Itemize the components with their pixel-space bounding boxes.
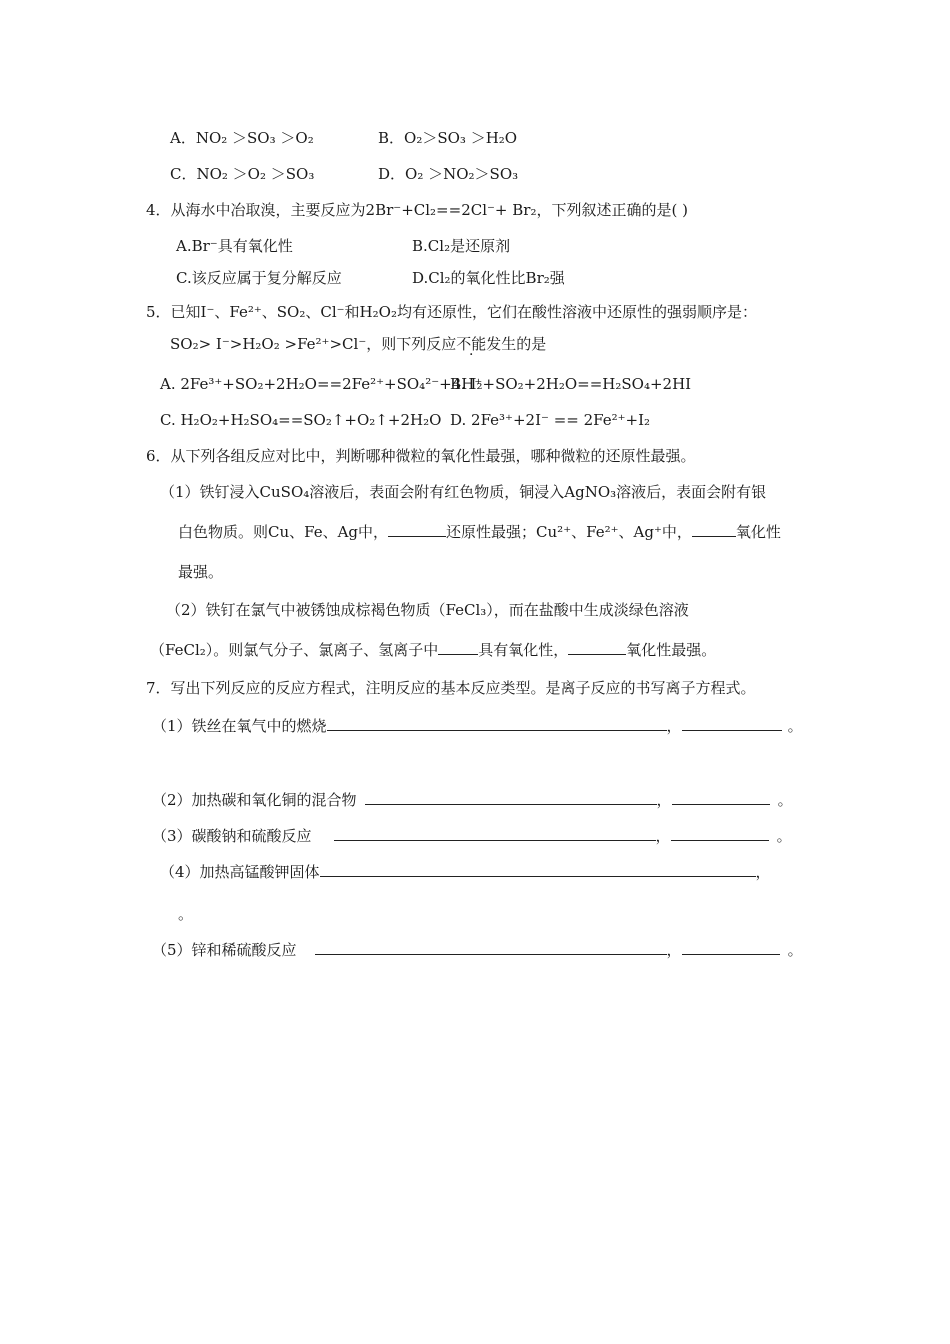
q7-item-1-comma: ， <box>666 717 682 735</box>
q7-item-2-period: 。 <box>777 791 793 809</box>
q7-stem: 7．写出下列反应的反应方程式，注明反应的基本反应类型。是离子反应的书写离子方程式。 <box>146 679 756 697</box>
q7-item-2-equation-blank[interactable] <box>365 790 657 805</box>
q5-stem-emphasis: 不能 <box>456 335 487 353</box>
q3-option-a: A．NO₂ ＞SO₃ ＞O₂ <box>170 129 314 147</box>
q6-part1-text-c: 氧化性 <box>735 523 781 541</box>
q5-stem-post: 发生的是 <box>486 335 547 353</box>
q7-item-1 <box>152 716 803 736</box>
q6-blank-strongest-oxidizing[interactable] <box>568 640 626 655</box>
q5-option-d: D. 2Fe³⁺+2I⁻ == 2Fe²⁺+I₂ <box>450 411 651 429</box>
q4-option-c: C.该反应属于复分解反应 <box>176 269 342 287</box>
q7-item-1-equation-blank[interactable] <box>327 716 667 731</box>
q4-option-a: A.Br⁻具有氧化性 <box>176 237 293 255</box>
q6-part1-line1: （1）铁钉浸入CuSO₄溶液后，表面会附有红色物质，铜浸入AgNO₃溶液后，表面会附有银 <box>160 483 767 501</box>
q6-part1-line3: 最强。 <box>178 563 224 581</box>
q7-item-4 <box>160 862 771 882</box>
q7-item-2-comma: ， <box>656 791 672 809</box>
q7-item-5-label: （5）锌和稀硫酸反应 <box>152 941 297 959</box>
q6-part2-text-b: 具有氧化性， <box>478 641 569 659</box>
q7-item-3-label: （3）碳酸钠和硫酸反应 <box>152 827 312 845</box>
q7-item-5-equation-blank[interactable] <box>315 940 667 955</box>
q7-item-3 <box>152 826 792 846</box>
q7-item-2-type-blank[interactable] <box>672 790 770 805</box>
q6-part2-line2 <box>150 640 716 660</box>
q6-blank-oxidizing[interactable] <box>692 522 736 537</box>
q6-blank-has-oxidizing[interactable] <box>438 640 478 655</box>
q7-item-2-label: （2）加热碳和氧化铜的混合物 <box>152 791 357 809</box>
q7-item-4-period: 。 <box>178 905 194 923</box>
q7-item-5 <box>152 940 803 960</box>
q4-stem: 4．从海水中冶取溴，主要反应为2Br⁻+Cl₂==2Cl⁻+ Br₂，下列叙述正确的是( ) <box>146 201 688 219</box>
q7-item-3-period: 。 <box>776 827 792 845</box>
q7-item-4-label: （4）加热高锰酸钾固体 <box>160 863 320 881</box>
q7-item-4-comma: ， <box>755 863 771 881</box>
q7-item-3-type-blank[interactable] <box>671 826 769 841</box>
q4-option-b: B.Cl₂是还原剂 <box>412 237 511 255</box>
q6-part1-text-b: 还原性最强；Cu²⁺、Fe²⁺、Ag⁺中， <box>446 523 692 541</box>
q6-blank-reducing[interactable] <box>388 522 446 537</box>
q7-item-4-equation-blank[interactable] <box>320 862 756 877</box>
q6-part1-text-a: 白色物质。则Cu、Fe、Ag中， <box>178 523 389 541</box>
q7-item-1-period: 。 <box>787 717 803 735</box>
q7-item-2 <box>152 790 793 810</box>
q7-item-5-period: 。 <box>787 941 803 959</box>
q3-option-c: C．NO₂ ＞O₂ ＞SO₃ <box>170 165 315 183</box>
q5-option-a: A. 2Fe³⁺+SO₂+2H₂O==2Fe²⁺+SO₄²⁻+4H⁺ <box>160 375 483 393</box>
q3-option-b: B．O₂＞SO₃ ＞H₂O <box>378 129 518 147</box>
q6-part2-line1: （2）铁钉在氯气中被锈蚀成棕褐色物质（FeCl₃），而在盐酸中生成淡绿色溶液 <box>166 601 689 619</box>
q7-item-1-type-blank[interactable] <box>682 716 782 731</box>
q6-part2-text-a: （FeCl₂）。则氯气分子、氯离子、氢离子中 <box>150 641 439 659</box>
q5-option-c: C. H₂O₂+H₂SO₄==SO₂↑+O₂↑+2H₂O <box>160 411 442 429</box>
q3-option-d: D．O₂ ＞NO₂＞SO₃ <box>378 165 519 183</box>
q7-item-5-type-blank[interactable] <box>682 940 780 955</box>
q5-option-b: B. I₂+SO₂+2H₂O==H₂SO₄+2HI <box>450 375 692 393</box>
q6-part1-line2 <box>178 522 781 542</box>
q5-stem-line2 <box>170 334 546 354</box>
q7-item-3-comma: ， <box>655 827 671 845</box>
q5-stem-pre: SO₂> I⁻>H₂O₂ >Fe²⁺>Cl⁻，则下列反应 <box>170 335 457 353</box>
q7-item-3-equation-blank[interactable] <box>334 826 656 841</box>
q4-option-d: D.Cl₂的氧化性比Br₂强 <box>412 269 565 287</box>
q7-item-1-label: （1）铁丝在氧气中的燃烧 <box>152 717 327 735</box>
q5-stem-line1: 5．已知I⁻、Fe²⁺、SO₂、Cl⁻和H₂O₂均有还原性，它们在酸性溶液中还原性的强弱顺序是： <box>146 303 757 321</box>
q7-item-5-comma: ， <box>666 941 682 959</box>
q6-stem: 6．从下列各组反应对比中，判断哪种微粒的氧化性最强，哪种微粒的还原性最强。 <box>146 447 696 465</box>
q6-part2-text-c: 氧化性最强。 <box>626 641 717 659</box>
